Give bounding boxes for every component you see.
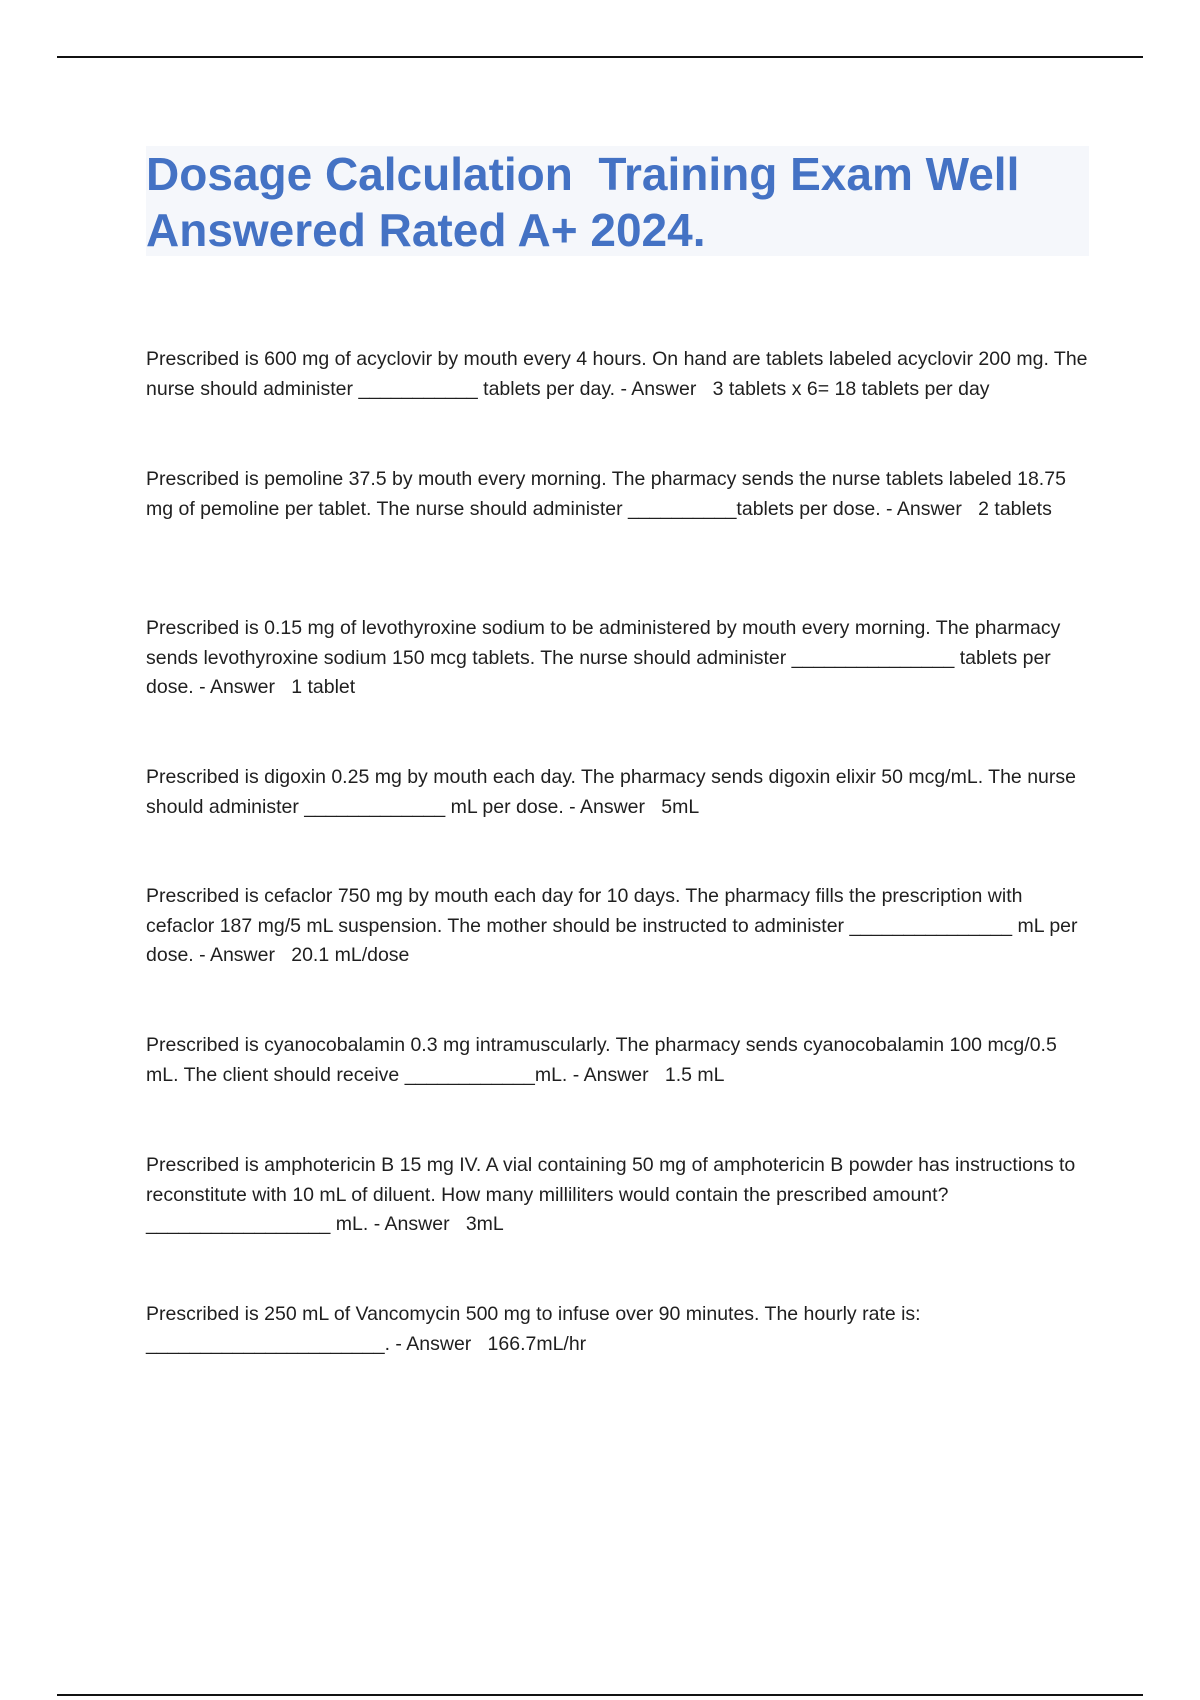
question-item: Prescribed is 600 mg of acyclovir by mouth every 4 hours. On hand are tablets labeled acyclovir 200 mg. The nurse should administer ___________ tablets per day. - Answer 3 tablets x 6= 18 tablets per day — [146, 348, 1093, 400]
question-item: Prescribed is amphotericin B 15 mg IV. A vial containing 50 mg of amphotericin B powder has instructions to reconstitute with 10 mL of diluent. How many milliliters would contain the prescribed amount? _________________ mL. - Answer 3mL — [146, 1154, 1081, 1235]
question-item: Prescribed is 250 mL of Vancomycin 500 mg to infuse over 90 minutes. The hourly rate is: ______________________. - Answer 166.7mL/hr — [146, 1303, 927, 1355]
document-title: Dosage Calculation Training Exam Well Answered Rated A+ 2024. — [146, 148, 1031, 256]
top-rule — [57, 56, 1143, 58]
question-item: Prescribed is cefaclor 750 mg by mouth each day for 10 days. The pharmacy fills the prescription with cefaclor 187 mg/5 mL suspension. The mother should be instructed to administer _______________ mL per dose. - Answer 20.1 mL/dose — [146, 885, 1083, 966]
bottom-rule — [57, 1694, 1143, 1696]
question-item: Prescribed is 0.15 mg of levothyroxine sodium to be administered by mouth every morning. The pharmacy sends levothyroxine sodium 150 mcg tablets. The nurse should administer _______________ tablets per dose. - Answer 1 tablet — [146, 617, 1066, 698]
question-item: Prescribed is pemoline 37.5 by mouth every morning. The pharmacy sends the nurse tablets labeled 18.75 mg of pemoline per tablet. The nurse should administer __________tablets per dose. - Answer 2 tablets — [146, 468, 1072, 520]
question-item: Prescribed is cyanocobalamin 0.3 mg intramuscularly. The pharmacy sends cyanocobalamin 100 mcg/0.5 mL. The client should receive ____________mL. - Answer 1.5 mL — [146, 1034, 1063, 1086]
title-block — [146, 146, 1089, 256]
question-item: Prescribed is digoxin 0.25 mg by mouth each day. The pharmacy sends digoxin elixir 50 mcg/mL. The nurse should administer _____________ mL per dose. - Answer 5mL — [146, 766, 1082, 818]
